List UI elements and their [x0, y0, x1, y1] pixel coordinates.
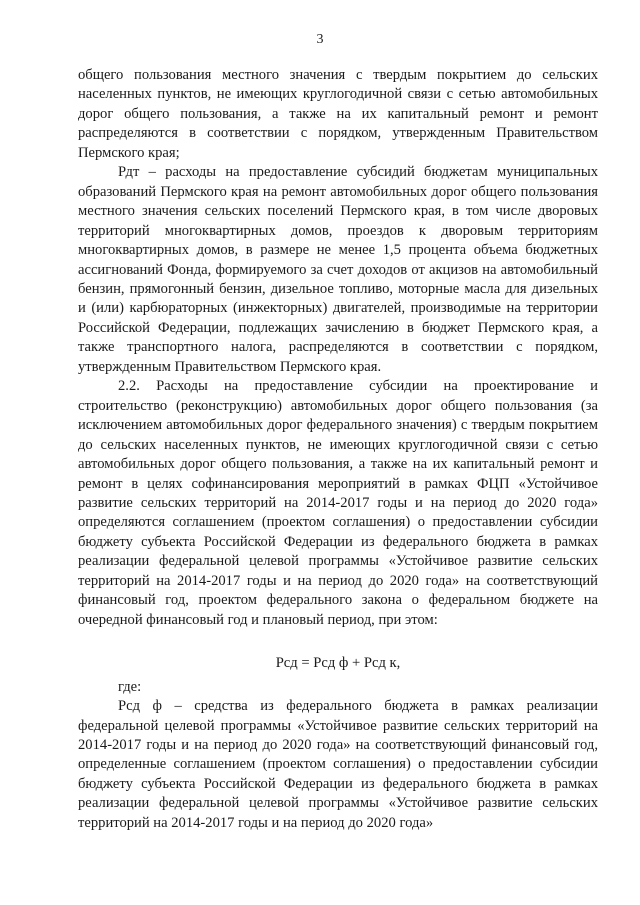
paragraph-rdt: Рдт – расходы на предоставление субсидий бюджетам муниципальных образований Пермского края на ремонт автомобильных дорог общего пользования местного значения сельских поселений Пермского края, в том числе дворовых территорий многоквартирных домов, проездов к дворовым территориям многоквартирных домов, в размере не менее 1,5 процента объема бюджетных ассигнований Фонда, формируемого за счет доходов от акцизов на автомобильный бензин, прямогонный бензин, дизельное топливо, моторные масла для дизельных и (или) карбюраторных (инжекторных) двигателей, производимые на территории Российской Федерации, подлежащих зачислению в бюджет Пермского края, а также транспортного налога, распределяются в соответствии с порядком, утвержденным Правительством Пермского края.	[78, 164, 598, 375]
document-body	[78, 66, 598, 833]
paragraph-continuation: общего пользования местного значения с твердым покрытием до сельских населенных пунктов, не имеющих круглогодичной связи с сетью автомобильных дорог общего пользования, а также на их капитальный ремонт и ремонт распределяются в соответствии с порядком, утвержденным Правительством Пермского края;	[78, 67, 598, 161]
page-number: 3	[316, 32, 324, 47]
formula: Рсд = Рсд ф + Рсд к,	[275, 655, 401, 672]
paragraph-rsd-f: Рсд ф – средства из федерального бюджета в рамках реализации федеральной целевой программы «Устойчивое развитие сельских территорий на 2014-2017 годы и на период до 2020 года» на соответствующий финансовый год, определенные соглашением (проектом соглашения) о предоставлении субсидии бюджету субъекта Российской Федерации из федерального бюджета в рамках реализации федеральной целевой программы «Устойчивое развитие сельских территорий на 2014-2017 годы и на период до 2020 года»	[78, 698, 598, 831]
formula-where-label: где:	[118, 678, 142, 695]
paragraph-2-2: 2.2. Расходы на предоставление субсидии на проектирование и строительство (реконструкцию) автомобильных дорог общего пользования (за исключением автомобильных дорог федерального значения) с твердым покрытием до сельских населенных пунктов, не имеющих круглогодичной связи с сетью автомобильных дорог общего пользования, а также на их капитальный ремонт и ремонт в целях софинансирования мероприятий в рамках ФЦП «Устойчивое развитие сельских территорий на 2014-2017 годы и на период до 2020 года» определяются соглашением (проектом соглашения) о предоставлении субсидии бюджету субъекта Российской Федерации из федерального бюджета в рамках реализации федеральной целевой программы «Устойчивое развитие сельских территорий на 2014-2017 годы и на период до 2020 года» на соответствующий финансовый год, проектом федерального закона о федеральном бюджете на очередной финансовый год и плановый период, при этом:	[78, 378, 598, 628]
